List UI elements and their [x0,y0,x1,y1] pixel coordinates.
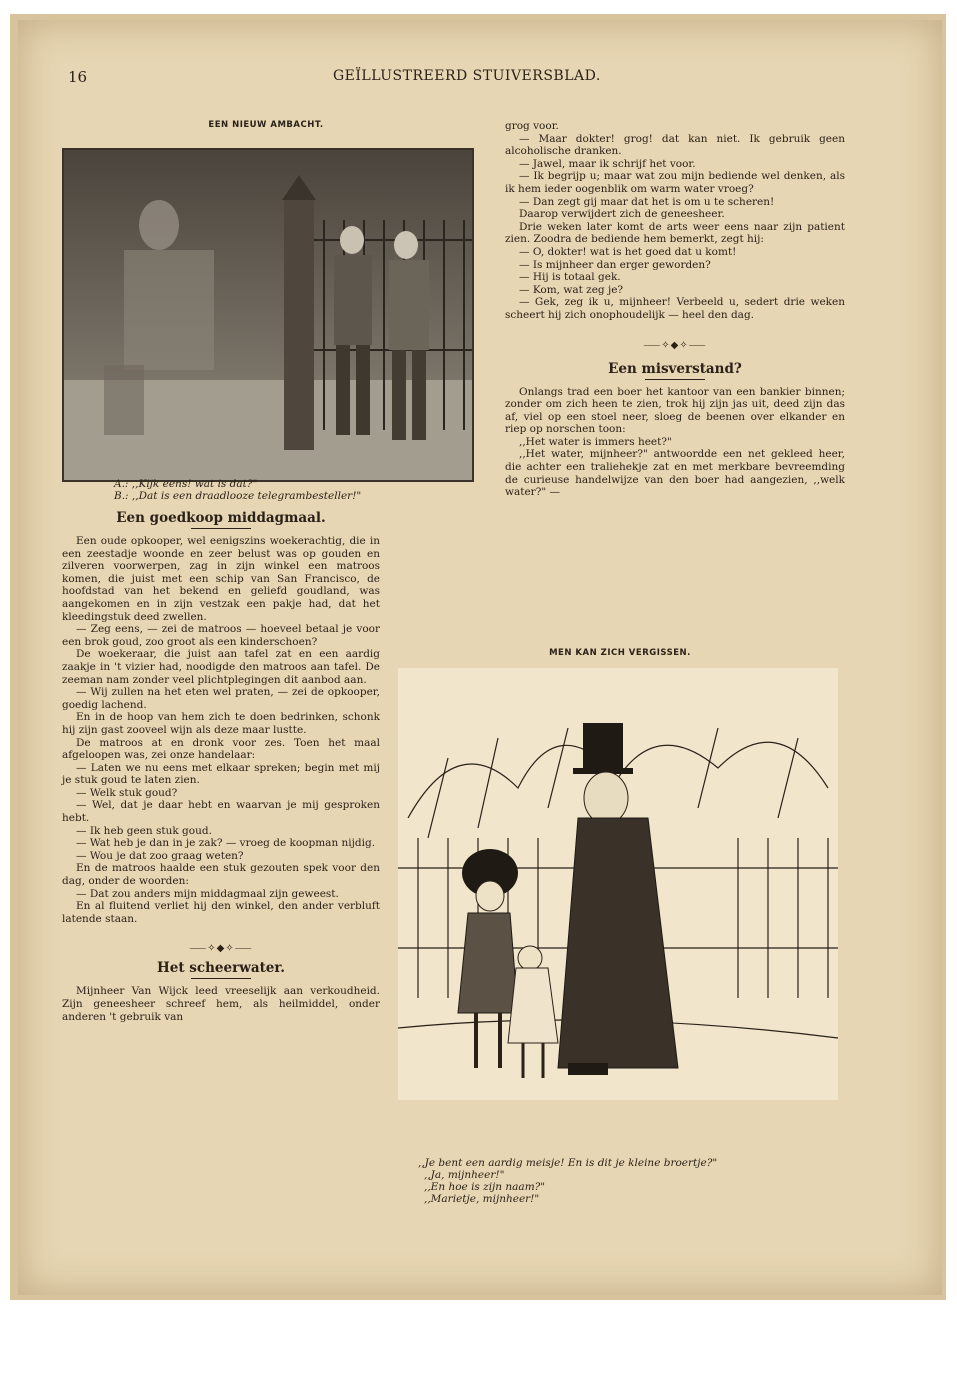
paragraph: — Wij zullen na het eten wel praten, — zei de opkooper, goedig lachend. [62,686,380,711]
paragraph: — Jawel, maar ik schrijf het voor. [519,157,696,170]
paragraph: De matroos at en dronk voor zes. Toen het maal afgeloopen was, zei onze handelaar: [62,736,380,762]
running-head: GEÏLLUSTREERD STUIVERSBLAD. [333,68,601,84]
paragraph: — Is mijnheer dan erger geworden? [519,258,711,271]
paragraph: — Dat zou anders mijn middagmaal zijn geweest. [76,887,339,900]
caption-line: ,,Marietje, mijnheer!" [424,1193,540,1205]
caption-line: ,,Je bent een aardig meisje! En is dit je kleine broertje?" [418,1157,718,1169]
title-rule [191,528,251,529]
paragraph: En de matroos haalde een stuk gezouten spek voor den dag, onder de woorden: [62,862,380,888]
paragraph: — Laten we nu eens met elkaar spreken; begin met mij je stuk goud te laten zien. [62,761,380,787]
illustration-caption-b: B.: ,,Dat is een draadlooze telegrambesteller!" [114,490,362,502]
story-title-misverstand: Een misverstand? [608,360,742,377]
story-title-scheerwater: Het scheerwater. [157,960,285,977]
paragraph: ,,Het water, mijnheer?" antwoordde een net gekleed heer, die achter een traliehekje zat en met merkbare bevreemding de curieuse handelwijze van den boer had aangezien, ,,welk water?" — [505,448,845,499]
left-column [62,120,380,1023]
winter-illustration [398,668,838,1100]
paragraph: — Maar dokter! grog! dat kan niet. Ik gebruik geen alcoholische dranken. [505,132,845,158]
paragraph: Daarop verwijdert zich de geneesheer. [519,208,725,221]
paragraph: — Welk stuk goud? [76,786,178,799]
paragraph: Een oude opkooper, wel eenigszins woekerachtig, die in een zeestadje woonde en zeer belust was op gouden en zilveren voorwerpen, zag in zijn winkel een matroos komen, die juist met een schip van San Francisco, de hoofdstad van het bekend en geliefd goudland, was aangekomen en in zijn vestzak een pakje had, dat het kleedingstuk deed zwellen. [62,535,380,623]
caption-line: ,,Ja, mijnheer!" [424,1169,505,1181]
title-rule [645,379,705,380]
illustration-caption-a: A.: ,,Kijk eens! wat is dat?" [114,478,258,490]
page-number: 16 [68,68,88,86]
paragraph: — Gek, zeg ik u, mijnheer! Verbeeld u, sedert drie weken scheert hij zich onophoudelijk — heel den dag. [505,296,845,321]
paragraph: De woekeraar, die juist aan tafel zat en een aardig zaakje in 't vizier had, noodigde den matroos aan tafel. De zeeman nam zonder veel plichtplegingen dit aanbod aan. [62,648,380,686]
section-ornament: ⸺✧◆✧⸺ [189,943,253,955]
right-column [505,120,845,499]
paragraph: En in de hoop van hem zich te doen bedrinken, schonk hij zijn gast zooveel wijn als deze maar lustte. [62,711,380,736]
caption-line: ,,En hoe is zijn naam?" [424,1181,546,1193]
story-body-misverstand [505,386,845,499]
paragraph: — Wel, dat je daar hebt en waarvan je mij gesproken hebt. [62,799,380,825]
paragraph: — Ik begrijp u; maar wat zou mijn bediende wel denken, als ik hem ieder oogenblik om warm water vroeg? [505,170,845,195]
paragraph: — Kom, wat zeg je? [519,283,624,296]
paragraph: Mijnheer Van Wijck leed vreeselijk aan verkoudheid. Zijn geneesheer schreef hem, als heilmiddel, onder anderen 't gebruik van [62,985,380,1023]
paragraph: — Wou je dat zoo graag weten? [76,849,244,862]
paragraph: En al fluitend verliet hij den winkel, den ander verbluft latende staan. [62,900,380,925]
paragraph: — Zeg eens, — zei de matroos — hoeveel betaal je voor een brok goud, zoo groot als een kinderschoen? [62,623,380,648]
paragraph: — Ik heb geen stuk goud. [76,824,212,837]
story-body-scheerwater-cont [505,120,845,322]
paragraph: — Wat heb je dan in je zak? — vroeg de koopman nijdig. [76,837,376,850]
page-header [68,68,868,92]
paragraph: — O, dokter! wat is het goed dat u komt! [519,245,737,258]
paragraph: — Dan zegt gij maar dat het is om u te scheren! [519,195,775,208]
illustration-title: EEN NIEUW AMBACHT. [208,120,324,130]
paragraph: ,,Het water is immers heet?" [519,435,672,448]
story-body-scheerwater [62,985,380,1023]
story-body-goedkoop [62,535,380,925]
title-rule [191,978,251,979]
paragraph: Drie weken later komt de arts weer eens naar zijn patient zien. Zoodra de bediende hem bemerkt, zegt hij: [505,220,845,246]
paragraph: Onlangs trad een boer het kantoor van een bankier binnen; zonder om zich heen te zien, trok hij zijn jas uit, deed zijn das af, viel op een stoel neer, sloeg de beenen over elkander en riep op norschen toon: [505,385,845,436]
illustration-title-vergissen: MEN KAN ZICH VERGISSEN. [549,648,691,658]
street-illustration [62,148,474,482]
section-ornament: ⸺✧◆✧⸺ [643,339,707,351]
illustration-caption-vergissen [418,1157,838,1205]
story-title-goedkoop: Een goedkoop middagmaal. [116,510,326,526]
paragraph: — Hij is totaal gek. [519,271,621,284]
paragraph: grog voor. [505,120,559,132]
